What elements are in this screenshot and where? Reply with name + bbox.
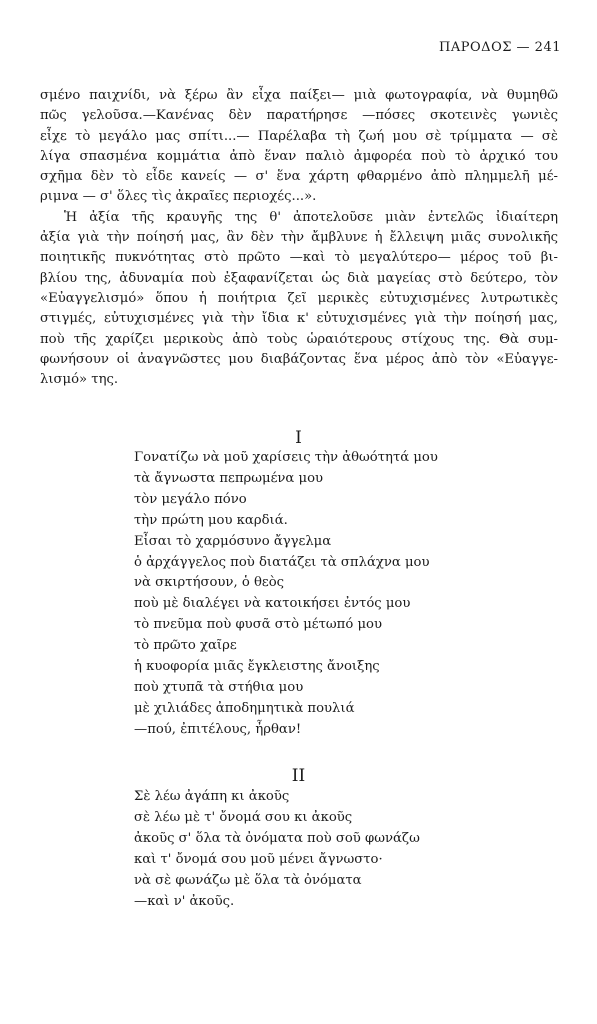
poem-section-1 xyxy=(134,448,438,741)
verse-line: καὶ τ' ὄνομά σου μοῦ μένει ἄγνωστο· xyxy=(134,851,383,867)
verse-line: σὲ λέω μὲ τ' ὄνομά σου κι ἀκοῦς xyxy=(134,809,353,825)
prose-line: βλίου της, ἀδυναμία ποὺ ἐξαφανίζεται ὡς διὰ μαγείας στὸ δεύτερο, τὸν xyxy=(40,270,558,286)
verse-line: τὰ ἄγνωστα πεπρωμένα μου xyxy=(134,470,324,486)
verse-line: ἡ κυοφορία μιᾶς ἔγκλειστης ἄνοιξης xyxy=(134,659,380,675)
running-header: ΠΑΡΟΔΟΣ — 241 xyxy=(439,40,561,55)
prose-line: Ἡ ἀξία τῆς κραυγῆς της θ' ἀποτελοῦσε μιὰν ἐντελῶς ἰδιαίτερη xyxy=(64,209,558,225)
verse-line: νὰ σὲ φωνάζω μὲ ὅλα τὰ ὀνόματα xyxy=(134,872,362,888)
prose-line: λίγα σπασμένα κομμάτια ἀπὸ ἕναν παλιὸ ἀμφορέα ποὺ τὸ ἀρχικό του xyxy=(40,148,558,164)
section-numeral-2: II xyxy=(291,766,306,786)
prose-line: «Εὐαγγελισμό» ὅπου ἡ ποιήτρια ζεῖ μερικὲς εὐτυχισμένες λυτρωτικὲς xyxy=(40,290,558,306)
poem-section-2 xyxy=(134,787,420,912)
section-numeral-1: I xyxy=(295,428,302,448)
prose-paragraphs xyxy=(40,86,558,390)
verse-line: —πού, ἐπιτέλους, ἦρθαν! xyxy=(134,721,302,737)
prose-line: ποιητικῆς πυκνότητας στὸ πρῶτο —καὶ τὸ μεγαλύτερο— μέρος τοῦ βι- xyxy=(40,250,558,266)
verse-line: ποὺ χτυπᾶ τὰ στήθια μου xyxy=(134,679,304,695)
verse-line: —καὶ ν' ἀκοῦς. xyxy=(134,893,235,909)
verse-line: ὁ ἀρχάγγελος ποὺ διατάζει τὰ σπλάχνα μου xyxy=(134,554,430,570)
verse-line: ἀκοῦς σ' ὅλα τὰ ὀνόματα ποὺ σοῦ φωνάζω xyxy=(134,830,420,846)
verse-line: νὰ σκιρτήσουν, ὁ θεὸς xyxy=(134,575,285,591)
prose-line: ἀξία γιὰ τὴν ποίησή μας, ἂν δὲν τὴν ἄμβλυνε ἡ ἔλλειψη μιᾶς συνολικῆς xyxy=(40,230,558,246)
verse-line: ποὺ μὲ διαλέγει νὰ κατοικήσει ἐντός μου xyxy=(134,596,411,612)
prose-line: λισμό» της. xyxy=(40,372,119,388)
prose-line: ποὺ τῆς χαρίζει μερικοὺς ἀπὸ τοὺς ὡραιότερους στίχους της. Θὰ συμ- xyxy=(40,331,558,347)
verse-line: μὲ χιλιάδες ἀποδημητικὰ πουλιά xyxy=(134,700,355,716)
verse-line: Γονατίζω νὰ μοῦ χαρίσεις τὴν ἀθωότητά μου xyxy=(134,450,438,465)
verse-line: τὸ πρῶτο χαῖρε xyxy=(134,638,237,654)
verse-line: Σὲ λέω ἀγάπη κι ἀκοῦς xyxy=(134,789,290,804)
verse-line: τὸ πνεῦμα ποὺ φυσᾶ στὸ μέτωπό μου xyxy=(134,617,382,633)
prose-line: σχῆμα δὲν τὸ εἶδε κανείς — σ' ἕνα χάρτη φθαρμένο ἀπὸ πλημμελῆ μέ- xyxy=(40,169,558,185)
verse-line: τὴν πρώτη μου καρδιά. xyxy=(134,512,288,528)
verse-line: τὸν μεγάλο πόνο xyxy=(134,491,247,507)
prose-line: ριμνα — σ' ὅλες τὶς ἀκραῖες περιοχές...». xyxy=(40,189,317,205)
prose-line: πῶς γελοῦσα.—Κανένας δὲν παρατήρησε —πόσες σκοτεινὲς γωνιὲς xyxy=(40,108,558,124)
prose-line: εἶχε τὸ μεγάλο μας σπίτι...— Παρέλαβα τὴ ζωή μου σὲ τρίμματα — σὲ xyxy=(40,128,558,144)
prose-line: φωνήσουν οἱ ἀναγνῶστες μου διαβάζοντας ἕνα μέρος ἀπὸ τὸν «Εὐαγγε- xyxy=(40,351,558,367)
prose-line: σμένο παιχνίδι, νὰ ξέρω ἂν εἶχα παίξει— μιὰ φωτογραφία, νὰ θυμηθῶ xyxy=(40,88,558,103)
prose-line: στιγμές, εὐτυχισμένες γιὰ τὴν ἴδια κ' εὐτυχισμένες γιὰ τὴν ποίησή μας, xyxy=(40,311,558,327)
verse-line: Εἶσαι τὸ χαρμόσυνο ἄγγελμα xyxy=(134,533,332,549)
